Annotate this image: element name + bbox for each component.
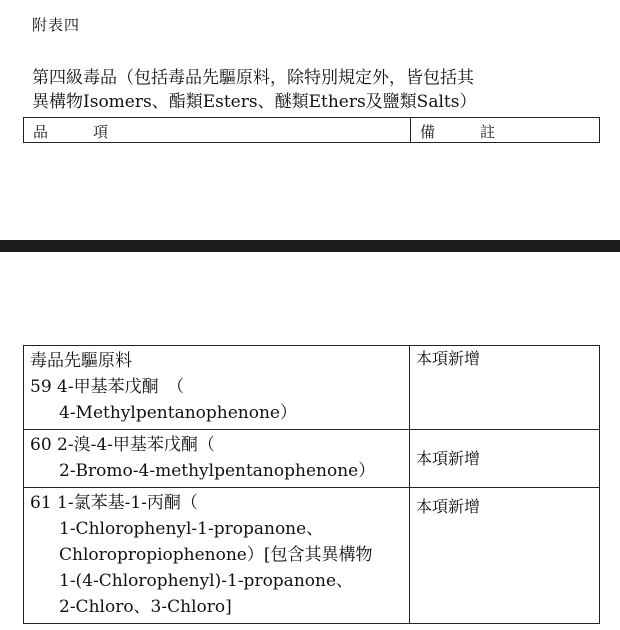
note-cell — [410, 430, 599, 487]
item-cell — [24, 346, 410, 429]
note-text: 本項新增 — [416, 497, 481, 516]
table-row — [24, 487, 599, 623]
header-table — [23, 117, 600, 143]
header-item-column — [24, 118, 411, 142]
item-line: 1-(4-Chlorophenyl)-1-propanone、 — [59, 571, 354, 591]
item-cell — [24, 430, 410, 487]
item-line: Chloropropiophenone）[包含其異構物 — [59, 545, 373, 565]
item-line: 60 2-溴-4-甲基苯戊酮（ — [30, 435, 215, 455]
page-divider — [0, 240, 620, 252]
table-row — [24, 429, 599, 487]
item-line: 2-Bromo-4-methylpentanophenone） — [59, 461, 376, 481]
drug-precursor-table — [23, 345, 600, 624]
note-text: 本項新增 — [416, 448, 481, 468]
header-item-label: 品 項 — [33, 123, 109, 141]
note-cell — [410, 488, 599, 623]
table-row — [24, 346, 599, 429]
item-cell — [24, 488, 410, 623]
item-line: 2-Chloro、3-Chloro] — [59, 597, 232, 617]
item-line: 4-Methylpentanophenone） — [59, 403, 297, 423]
heading-line-2: 異構物Isomers、酯類Esters、醚類Ethers及鹽類Salts） — [32, 92, 477, 112]
note-text: 本項新增 — [416, 349, 481, 368]
note-cell — [410, 346, 599, 429]
section-title: 毒品先驅原料 — [30, 351, 132, 371]
item-line: 61 1-氯苯基-1-丙酮（ — [30, 493, 198, 513]
annex-label: 附表四 — [32, 16, 81, 34]
heading-line-1: 第四級毒品（包括毒品先驅原料，除特別規定外，皆包括其 — [32, 68, 474, 88]
item-line: 1-Chlorophenyl-1-propanone、 — [59, 519, 324, 539]
schedule-heading — [32, 66, 607, 114]
item-line: 59 4-甲基苯戊酮 （ — [30, 377, 185, 397]
header-note-label: 備 註 — [420, 123, 496, 141]
header-note-column — [411, 118, 599, 142]
